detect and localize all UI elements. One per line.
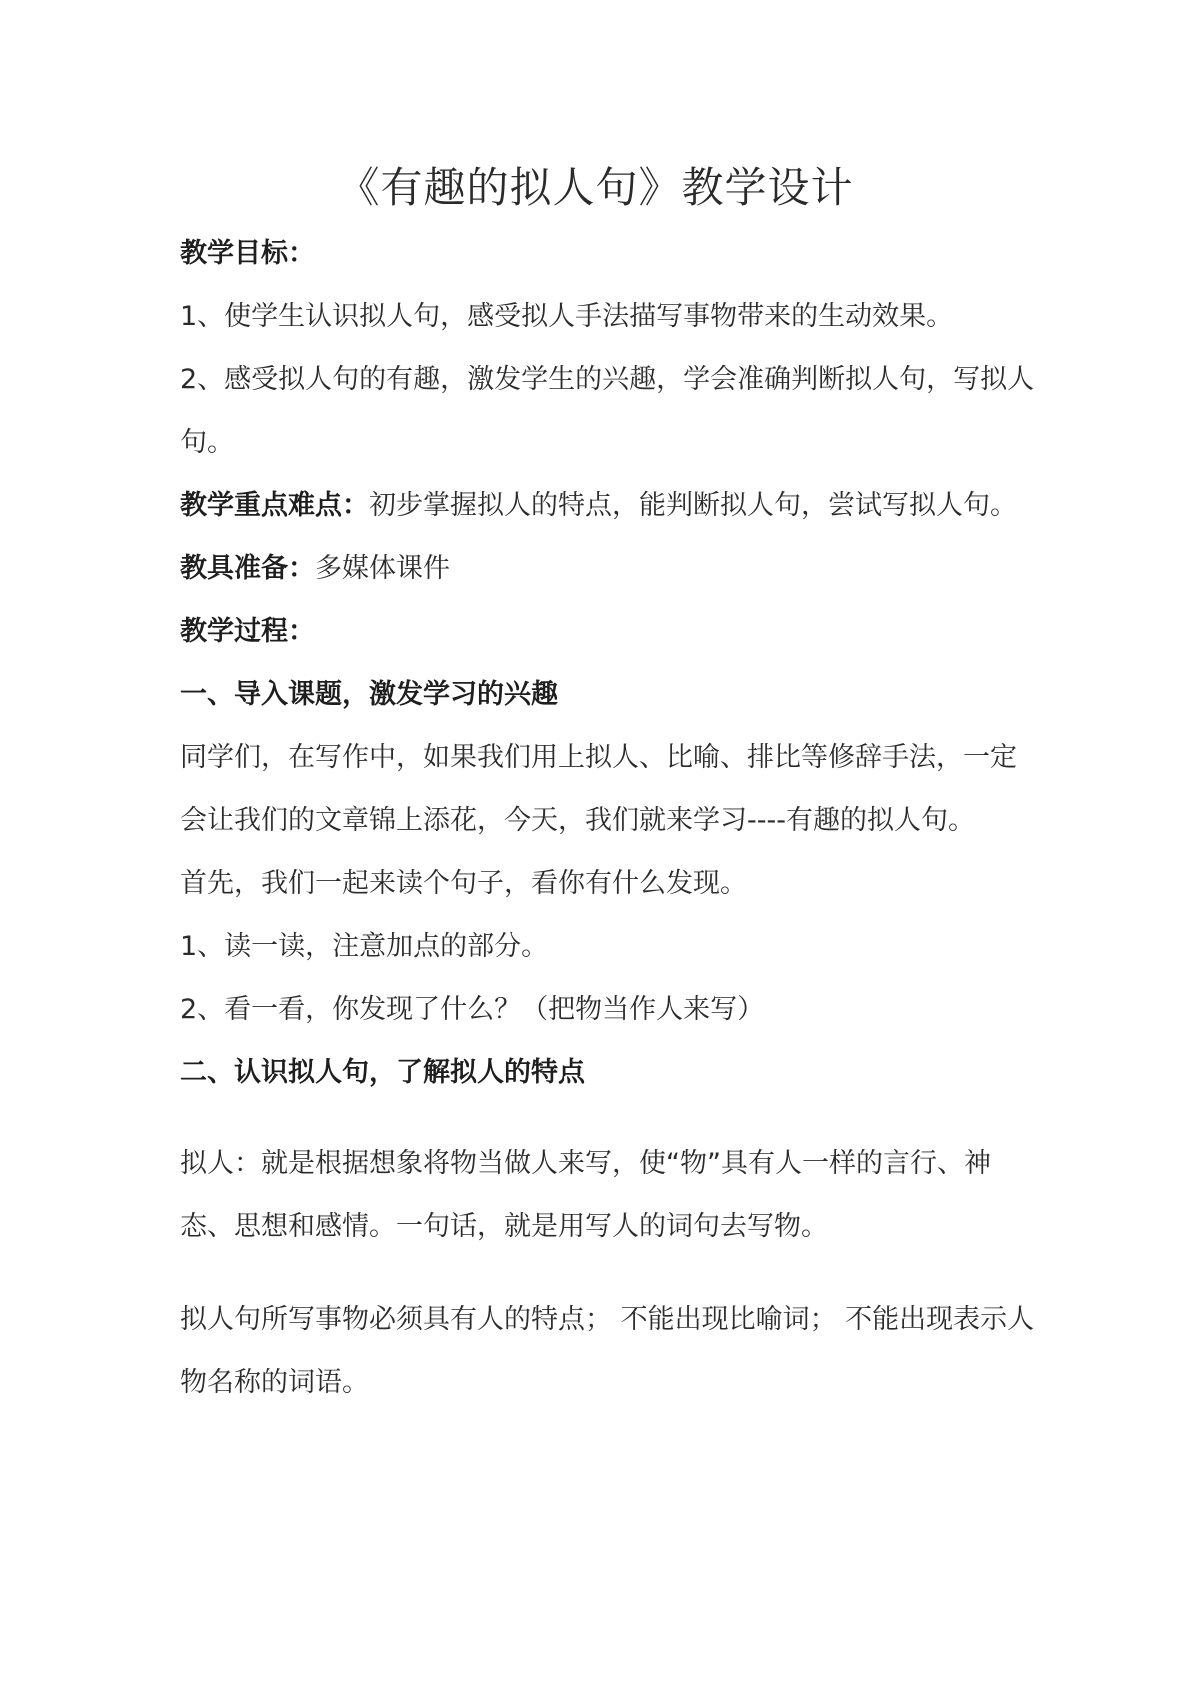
prep-paragraph	[180, 537, 1040, 600]
key-points-text: 初步掌握拟人的特点，能判断拟人句，尝试写拟人句。	[369, 490, 1017, 521]
section-1-intro: 同学们，在写作中，如果我们用上拟人、比喻、排比等修辞手法，一定会让我们的文章锦上添花，今天，我们就来学习----有趣的拟人句。	[180, 742, 1017, 836]
goals-heading: 教学目标：	[180, 238, 315, 269]
process-heading: 教学过程：	[180, 616, 315, 647]
rules-paragraph: 拟人句所写事物必须具有人的特点； 不能出现比喻词； 不能出现表示人物名称的词语。	[180, 1304, 1035, 1398]
section-2-heading: 二、认识拟人句，了解拟人的特点	[180, 1057, 585, 1088]
goal-item-1: 1、使学生认识拟人句，感受拟人手法描写事物带来的生动效果。	[180, 301, 954, 332]
prep-label: 教具准备：	[180, 553, 315, 584]
document-body	[180, 222, 1040, 1414]
goal-item-2: 2、感受拟人句的有趣，激发学生的兴趣，学会准确判断拟人句，写拟人句。	[180, 364, 1035, 458]
section-1-step-1: 1、读一读，注意加点的部分。	[180, 931, 549, 962]
document-title: 《有趣的拟人句》教学设计	[337, 163, 854, 212]
section-1-heading: 一、导入课题，激发学习的兴趣	[180, 679, 558, 710]
section-1-prompt: 首先，我们一起来读个句子，看你有什么发现。	[180, 868, 747, 899]
prep-text: 多媒体课件	[315, 553, 450, 584]
definition-paragraph: 拟人：就是根据想象将物当做人来写，使“物”具有人一样的言行、神态、思想和感情。一句话，就是用写人的词句去写物。	[180, 1148, 991, 1242]
key-points-label: 教学重点难点：	[180, 490, 369, 521]
section-1-step-2: 2、看一看，你发现了什么？（把物当作人来写）	[180, 994, 765, 1025]
key-points-paragraph	[180, 474, 1040, 537]
